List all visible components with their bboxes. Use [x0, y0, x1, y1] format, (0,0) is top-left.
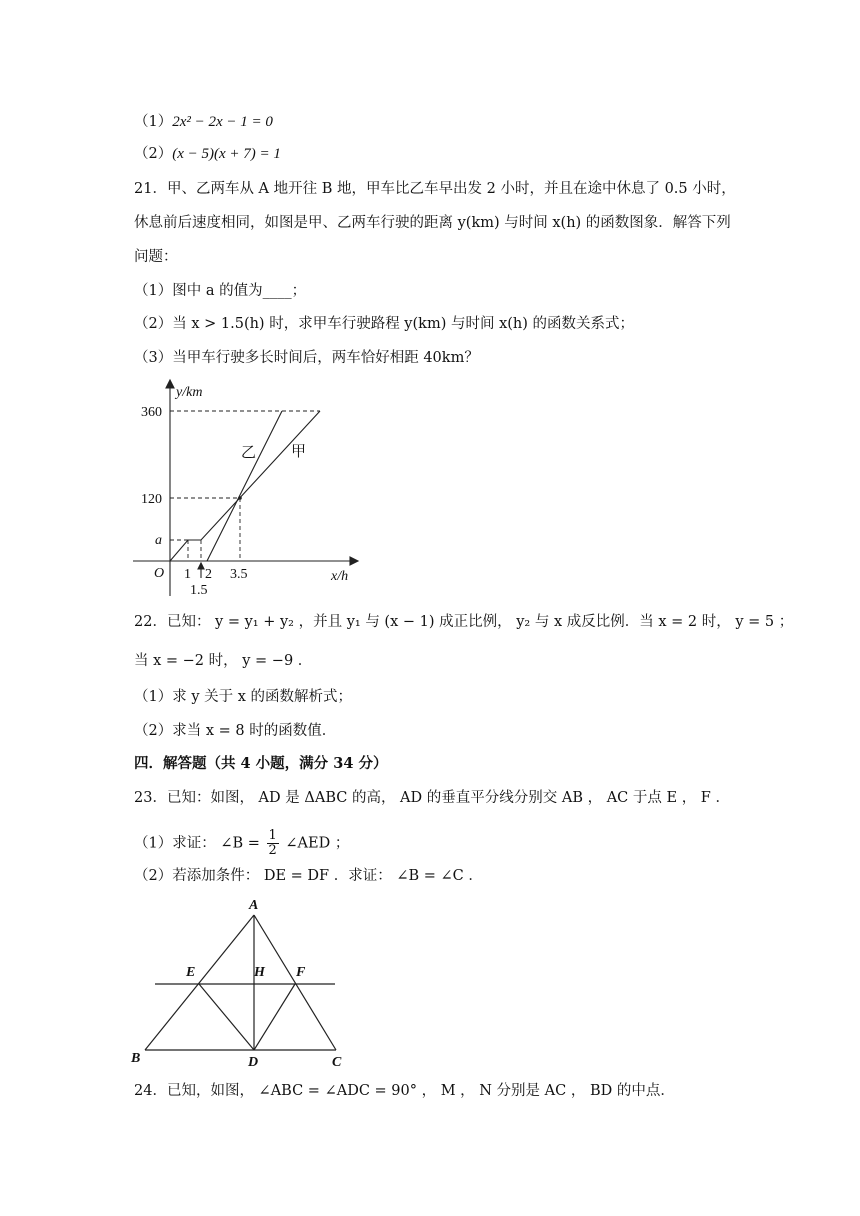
q22-part2: （2）求当 x = 8 时的函数值． — [134, 723, 337, 739]
fig23-label-E: E — [186, 965, 196, 980]
q20-part1: （1）2x² − 2x − 1 = 0 — [134, 114, 273, 130]
fig23-label-B: B — [131, 1051, 141, 1066]
fig23-label-C: C — [332, 1055, 342, 1070]
graph21-xtick-3-5: 3.5 — [230, 567, 248, 582]
q20-part2-equation: (x − 5)(x + 7) = 1 — [172, 146, 281, 162]
q23-stem: 23．已知：如图， AD 是 ΔABC 的高， AD 的垂直平分线分别交 AB ， AC 于点 E ， F ． — [134, 790, 730, 806]
q22-part1: （1）求 y 关于 x 的函数解析式； — [134, 689, 353, 705]
fig23-label-F: F — [296, 965, 306, 980]
graph21-x-label: x/h — [331, 569, 349, 584]
graph21-label-jia: 甲 — [291, 444, 307, 460]
q21-part3: （3）当甲车行驶多长时间后，两车恰好相距 40km？ — [134, 350, 479, 366]
q21-stem-line2: 休息前后速度相同，如图是甲、乙两车行驶的距离 y(km) 与时间 x(h) 的函数图象．解答下列 — [134, 215, 731, 231]
graph21-xtick-1-5: 1.5 — [190, 583, 208, 598]
fig23-segment-FD — [254, 984, 295, 1050]
graph21-origin-label: O — [154, 566, 165, 581]
fig23-segment-ED — [199, 984, 254, 1050]
q23-part2: （2）若添加条件： DE = DF ．求证： ∠B = ∠C ． — [134, 868, 483, 884]
graph21-y-label: y/km — [176, 385, 203, 400]
q20-part2: （2）(x − 5)(x + 7) = 1 — [134, 146, 281, 162]
q21-part1: （1）图中 a 的值为____； — [134, 283, 307, 299]
fig23-label-D: D — [248, 1055, 259, 1070]
q21-stem-line3: 问题： — [134, 249, 178, 265]
fig23-label-A: A — [249, 898, 259, 913]
q22-stem-line2: 当 x = −2 时， y = −9 ． — [134, 653, 313, 669]
section4-title: 四．解答题（共 4 小题，满分 34 分） — [134, 755, 388, 772]
q21-stem-line1: 21．甲、乙两车从 A 地开往 B 地，甲车比乙车早出发 2 小时，并且在途中休息了 0.5 小时， — [134, 181, 736, 197]
fig23-label-H: H — [254, 965, 265, 980]
graph21-xtick-2: 2 — [205, 567, 212, 582]
graph21-xtick-1: 1 — [184, 567, 191, 582]
q23-fraction: $\frac{1}{2}$ — [268, 828, 277, 858]
q22-stem-line1: 22．已知： y = y₁ + y₂ ，并且 y₁ 与 (x − 1) 成正比例， y₂ 与 x 成反比例．当 x = 2 时， y = 5 ； — [134, 614, 794, 630]
q24-stem: 24．已知，如图， ∠ABC = ∠ADC = 90° ， M ， N 分别是 AC ， BD 的中点． — [134, 1083, 675, 1099]
graph21-ytick-120: 120 — [141, 492, 162, 507]
q20-part1-equation: 2x² − 2x − 1 = 0 — [172, 114, 273, 130]
graph21-ytick-a: a — [155, 533, 162, 548]
q23-part1: （1）求证： ∠B = $\frac{1}{2}$ ∠AED ； — [134, 828, 350, 858]
graph21-label-yi: 乙 — [241, 445, 257, 461]
q21-part2: （2）当 x > 1.5(h) 时，求甲车行驶路程 y(km) 与时间 x(h) 的函数关系式； — [134, 316, 635, 332]
graph21-ytick-360: 360 — [141, 405, 162, 420]
